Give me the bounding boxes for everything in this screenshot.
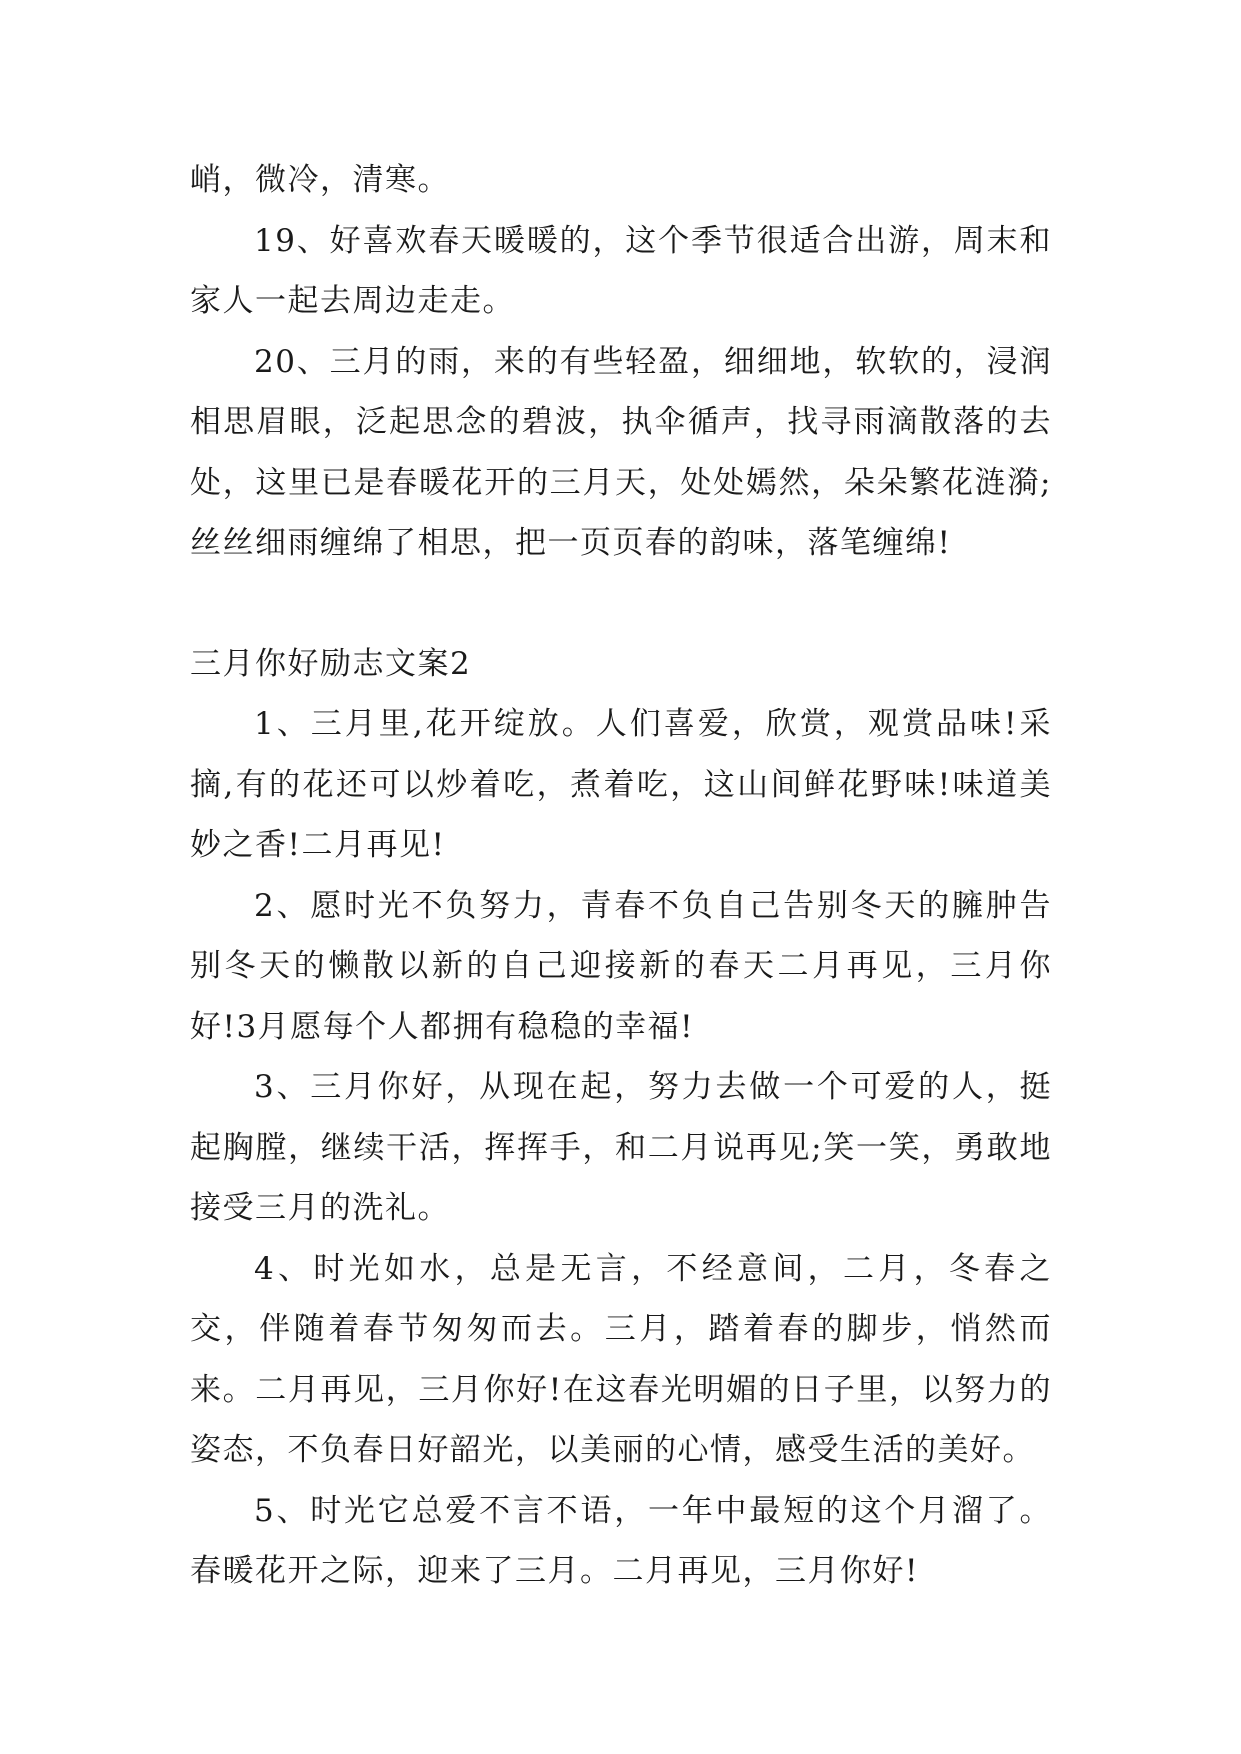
paragraph-item-4: 4、时光如水，总是无言，不经意间，二月，冬春之交，伴随着春节匆匆而去。三月，踏着春的脚步，悄然而来。二月再见，三月你好!在这春光明媚的日子里，以努力的姿态，不负春日好韶光，以美丽的心情，感受生活的美好。: [190, 1250, 1052, 1468]
paragraph-item-1: 1、三月里,花开绽放。人们喜爱，欣赏，观赏品味!采摘,有的花还可以炒着吃，煮着吃，这山间鲜花野味!味道美妙之香!二月再见!: [190, 706, 1052, 863]
paragraph-item-5: 5、时光它总爱不言不语，一年中最短的这个月溜了。春暖花开之际，迎来了三月。二月再见，三月你好!: [190, 1492, 1052, 1589]
paragraph-item-19: 19、好喜欢春天暖暖的，这个季节很适合出游，周末和家人一起去周边走走。: [190, 222, 1052, 319]
section-heading: 三月你好励志文案2: [190, 645, 472, 682]
document-body: [190, 150, 1052, 1602]
paragraph-item-3: 3、三月你好，从现在起，努力去做一个可爱的人，挺起胸膛，继续干活，挥挥手，和二月说再见;笑一笑，勇敢地接受三月的洗礼。: [190, 1069, 1052, 1226]
paragraph-continuation: 峭，微冷，清寒。: [190, 162, 450, 198]
paragraph-item-2: 2、愿时光不负努力，青春不负自己告别冬天的臃肿告别冬天的懒散以新的自己迎接新的春天二月再见，三月你好!3月愿每个人都拥有稳稳的幸福!: [190, 887, 1052, 1045]
paragraph-item-20: 20、三月的雨，来的有些轻盈，细细地，软软的，浸润相思眉眼，泛起思念的碧波，执伞循声，找寻雨滴散落的去处，这里已是春暖花开的三月天，处处嫣然，朵朵繁花涟漪;丝丝细雨缠绵了相思，把一页页春的韵味，落笔缠绵!: [190, 343, 1052, 561]
section-spacer: [190, 574, 1052, 634]
